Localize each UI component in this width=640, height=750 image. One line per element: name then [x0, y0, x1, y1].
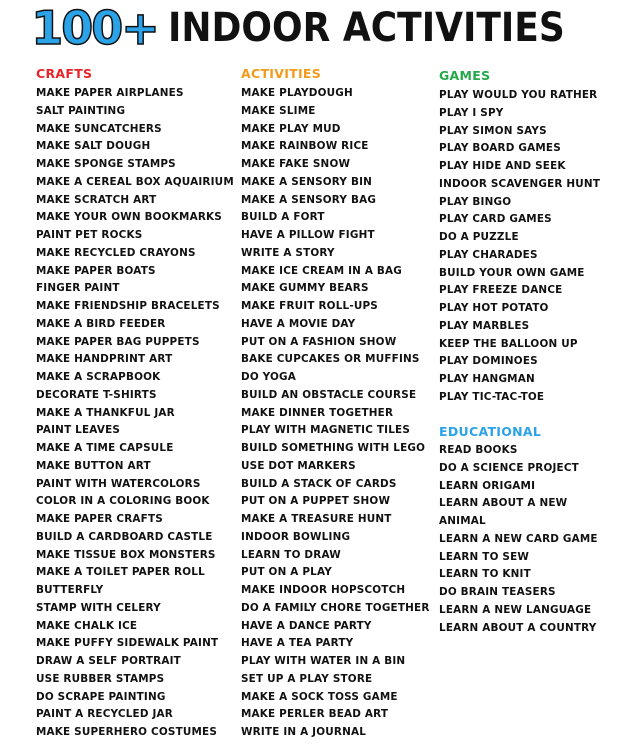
crafts-item: PAINT PET ROCKS	[36, 229, 143, 241]
crafts-item: MAKE A THANKFUL JAR	[36, 406, 175, 419]
activities-item: PUT ON A PUPPET SHOW	[241, 495, 391, 508]
crafts-item: MAKE FRIENDSHIP BRACELETS	[36, 300, 220, 312]
crafts-item: USE RUBBER STAMPS	[36, 672, 165, 685]
activities-item: MAKE A SENSORY BAG	[241, 193, 377, 206]
activities-item: LEARN TO DRAW	[241, 548, 341, 561]
games-item: INDOOR SCAVENGER HUNT	[439, 177, 601, 190]
games-item: PLAY HOT POTATO	[439, 302, 549, 314]
activities-item: MAKE FAKE SNOW	[241, 158, 351, 170]
educational-item: LEARN A NEW CARD GAME	[439, 532, 598, 545]
games-item: PLAY I SPY	[439, 106, 504, 119]
games-item: PLAY DOMINOES	[439, 355, 538, 368]
activities-item: PUT ON A PLAY	[241, 566, 332, 579]
activities-item: BUILD SOMETHING WITH LEGO	[241, 442, 426, 454]
activities-item: MAKE FRUIT ROLL-UPS	[241, 300, 378, 312]
games-item: PLAY FREEZE DANCE	[439, 284, 563, 297]
activities-item: BUILD A FORT	[241, 211, 325, 224]
crafts-item: STAMP WITH CELERY	[36, 601, 161, 614]
crafts-item: PAINT A RECYCLED JAR	[36, 708, 174, 721]
crafts-item: FINGER PAINT	[36, 282, 120, 295]
activities-heading: ACTIVITIES	[241, 66, 322, 81]
crafts-item: MAKE YOUR OWN BOOKMARKS	[36, 211, 222, 224]
games-item: PLAY HANGMAN	[439, 373, 535, 385]
educational-item: LEARN TO SEW	[439, 550, 530, 563]
games-item: PLAY MARBLES	[439, 319, 530, 332]
activities-item: HAVE A DANCE PARTY	[241, 619, 372, 632]
activities-item: MAKE DINNER TOGETHER	[241, 406, 394, 419]
activities-item: PLAY WITH MAGNETIC TILES	[241, 424, 411, 437]
activities-item: MAKE GUMMY BEARS	[241, 282, 369, 295]
crafts-item: MAKE PAPER CRAFTS	[36, 513, 163, 525]
crafts-item: SALT PAINTING	[36, 104, 126, 117]
crafts-item: MAKE SCRATCH ART	[36, 193, 157, 206]
games-heading: GAMES	[439, 68, 491, 83]
crafts-item: MAKE A BIRD FEEDER	[36, 317, 166, 330]
crafts-item: MAKE PUFFY SIDEWALK PAINT	[36, 637, 219, 650]
activities-item: WRITE A STORY	[241, 246, 335, 259]
crafts-item: MAKE A TOILET PAPER ROLL	[36, 566, 205, 579]
educational-item: READ BOOKS	[439, 444, 518, 456]
activities-item: MAKE PLAYDOUGH	[241, 87, 353, 99]
crafts-item: PAINT LEAVES	[36, 424, 121, 437]
games-item: BUILD YOUR OWN GAME	[439, 266, 585, 279]
crafts-item: MAKE A TIME CAPSULE	[36, 442, 174, 454]
activities-item: MAKE SLIME	[241, 104, 316, 117]
games-item: PLAY TIC-TAC-TOE	[439, 390, 545, 403]
games-item: PLAY HIDE AND SEEK	[439, 160, 566, 172]
title-number: 100+	[31, 1, 158, 55]
activities-item: SET UP A PLAY STORE	[241, 672, 373, 685]
activities-item: USE DOT MARKERS	[241, 459, 356, 472]
activities-item: MAKE A SENSORY BIN	[241, 175, 373, 188]
games-item: PLAY BOARD GAMES	[439, 142, 561, 155]
educational-item: LEARN TO KNIT	[439, 568, 531, 581]
crafts-item: MAKE TISSUE BOX MONSTERS	[36, 548, 216, 561]
activities-item: WRITE IN A JOURNAL	[241, 726, 367, 738]
crafts-item: MAKE SALT DOUGH	[36, 140, 151, 153]
crafts-item: COLOR IN A COLORING BOOK	[36, 495, 210, 508]
activities-item: MAKE A TREASURE HUNT	[241, 513, 392, 525]
activities-item: HAVE A TEA PARTY	[241, 637, 354, 650]
educational-item: DO A SCIENCE PROJECT	[439, 461, 579, 474]
activities-item: BUILD A STACK OF CARDS	[241, 477, 397, 490]
activities-item: INDOOR BOWLING	[241, 530, 351, 543]
title-text: INDOOR ACTIVITIES	[167, 5, 565, 51]
crafts-item: MAKE A SCRAPBOOK	[36, 371, 161, 383]
educational-heading: EDUCATIONAL	[439, 424, 542, 439]
crafts-item: MAKE SUPERHERO COSTUMES	[36, 726, 218, 738]
activities-item: PLAY WITH WATER IN A BIN	[241, 655, 406, 667]
activities-item: HAVE A MOVIE DAY	[241, 317, 356, 330]
activities-item: MAKE INDOOR HOPSCOTCH	[241, 584, 406, 596]
crafts-item: MAKE PAPER AIRPLANES	[36, 87, 184, 99]
crafts-item: BUILD A CARDBOARD CASTLE	[36, 530, 213, 543]
crafts-item: MAKE CHALK ICE	[36, 619, 138, 632]
educational-item: LEARN ABOUT A COUNTRY	[439, 621, 597, 634]
activities-item: DO YOGA	[241, 371, 297, 383]
crafts-item: DO SCRAPE PAINTING	[36, 690, 166, 703]
crafts-heading: CRAFTS	[36, 66, 93, 81]
crafts-item: DECORATE T-SHIRTS	[36, 388, 157, 401]
activities-item: MAKE ICE CREAM IN A BAG	[241, 264, 403, 277]
crafts-item: PAINT WITH WATERCOLORS	[36, 477, 201, 490]
crafts-item: MAKE SPONGE STAMPS	[36, 158, 176, 170]
activities-item: DO A FAMILY CHORE TOGETHER	[241, 601, 430, 614]
activities-item: MAKE PERLER BEAD ART	[241, 708, 389, 721]
crafts-item: MAKE SUNCATCHERS	[36, 122, 162, 135]
crafts-item: MAKE PAPER BAG PUPPETS	[36, 335, 200, 348]
crafts-item: MAKE HANDPRINT ART	[36, 353, 173, 366]
games-item: DO A PUZZLE	[439, 231, 519, 243]
crafts-item: MAKE RECYCLED CRAYONS	[36, 246, 196, 259]
games-item: PLAY CARD GAMES	[439, 213, 552, 226]
activities-item: MAKE A SOCK TOSS GAME	[241, 690, 398, 703]
activities-item: MAKE PLAY MUD	[241, 122, 341, 135]
games-item: PLAY SIMON SAYS	[439, 124, 547, 137]
activities-item: HAVE A PILLOW FIGHT	[241, 229, 375, 241]
educational-item: DO BRAIN TEASERS	[439, 586, 556, 598]
activities-item: BUILD AN OBSTACLE COURSE	[241, 388, 417, 401]
crafts-item: MAKE A CEREAL BOX AQUAIRIUM	[36, 175, 234, 188]
crafts-item: MAKE BUTTON ART	[36, 459, 151, 472]
page-title	[0, 0, 640, 56]
activities-item: BAKE CUPCAKES OR MUFFINS	[241, 353, 420, 366]
games-item: PLAY BINGO	[439, 195, 512, 208]
educational-item: LEARN ORIGAMI	[439, 479, 536, 492]
crafts-item: DRAW A SELF PORTRAIT	[36, 655, 181, 667]
games-item: PLAY CHARADES	[439, 248, 538, 261]
crafts-item: BUTTERFLY	[36, 584, 104, 596]
games-item: PLAY WOULD YOU RATHER	[439, 89, 598, 101]
educational-item: ANIMAL	[439, 515, 486, 527]
educational-item: LEARN A NEW LANGUAGE	[439, 603, 592, 616]
activities-item: MAKE RAINBOW RICE	[241, 140, 369, 153]
educational-item: LEARN ABOUT A NEW	[439, 497, 568, 510]
games-item: KEEP THE BALLOON UP	[439, 337, 578, 350]
crafts-item: MAKE PAPER BOATS	[36, 264, 156, 277]
activities-item: PUT ON A FASHION SHOW	[241, 335, 397, 348]
